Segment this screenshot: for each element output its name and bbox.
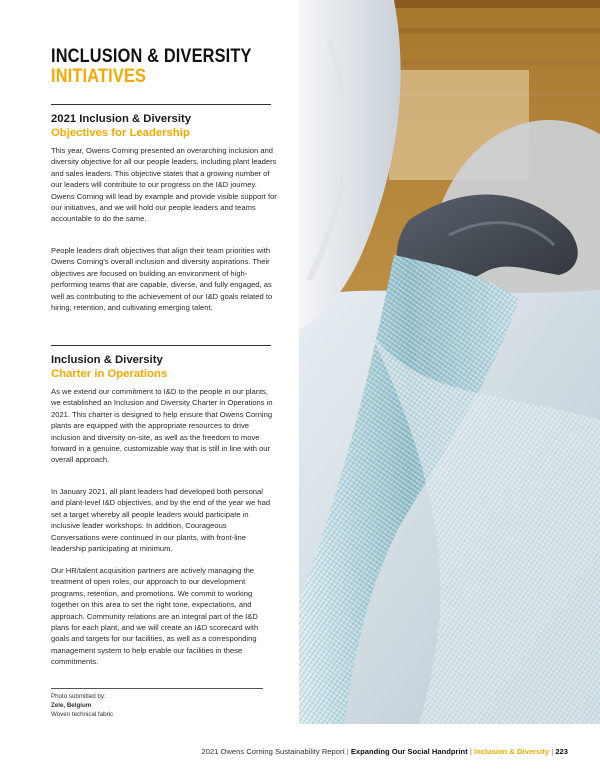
section1-divider	[51, 104, 271, 105]
page-title-line1: INCLUSION & DIVERSITY	[51, 46, 252, 67]
footer-separator: |	[469, 747, 472, 756]
footer-separator: |	[346, 747, 349, 756]
page-footer	[202, 747, 568, 757]
section2-subheading: Charter in Operations	[51, 368, 168, 380]
section1-heading: 2021 Inclusion & Diversity	[51, 113, 192, 125]
photo-caption-label: Photo submitted by:	[51, 693, 106, 700]
section1-subheading: Objectives for Leadership	[51, 127, 190, 139]
section2-paragraph-3: Our HR/talent acquisition partners are actively managing the treatment of open roles, our approach to our development programs, retention, and promotions. We commit to working together on this area to set the right tone, expectations, and approach. Community relations are an integral part of the I&D plans for each plant, and we will create an I&D scorecard with goals and targets for our facilities, as well as a corresponding management system to help enable our facilities in these commitments.	[51, 566, 259, 667]
section2-paragraph-1: As we extend our commitment to I&D to the people in our plants, we established an Inclusion and Diversity Charter in Operations in 2021. This charter is designed to help ensure that Owens Corning plants are equipped with the appropriate resources to drive inclusion and diversity on-site, as well as the freedom to move forward in a genuine, customizable way that is still in line with our overall approach.	[51, 387, 273, 465]
section2-paragraph-2: In January 2021, all plant leaders had developed both personal and plant-level I&D objectives, and by the end of the year we had set a target whereby all people leaders would participate in inclusive leader workshops. In addition, Courageous Conversations were continued in our plants, with front-line leadership participating at minimum.	[51, 487, 271, 554]
section1-paragraph-1: This year, Owens Corning presented an overarching inclusion and diversity objective for all our people leaders, including plant leaders and sales leaders. This objective states that a growing number of our leaders will contribute to our progress on the I&D journey. Owens Corning will lead by example and provide visible support for our initiatives, and we will hold our people leaders and teams accountable to do the same.	[51, 146, 277, 224]
footer-report-title: 2021 Owens Corning Sustainability Report	[201, 747, 345, 756]
woven-fabric-photo	[299, 0, 600, 724]
footer-section: Expanding Our Social Handprint	[350, 747, 468, 756]
page-title-line2: INITIATIVES	[51, 66, 147, 87]
section2-heading: Inclusion & Diversity	[51, 354, 163, 366]
footer-separator: |	[551, 747, 554, 756]
section1-paragraph-2: People leaders draft objectives that align their team priorities with Owens Corning's overall inclusion and diversity aspirations. Their objectives are focused on building an environment of high-performing teams that are capable, diverse, and fully engaged, as well as contributing to the achievement of our I&D goals related to hiring, retention, and cultivating emerging talent.	[51, 246, 273, 313]
caption-divider	[51, 688, 263, 689]
photo-caption-description: Woven technical fabric	[51, 711, 114, 718]
section2-divider	[51, 345, 271, 346]
footer-subsection: Inclusion & Diversity	[473, 747, 550, 756]
photo-caption-location: Zele, Belgium	[51, 702, 92, 709]
page-number: 223	[555, 747, 568, 756]
